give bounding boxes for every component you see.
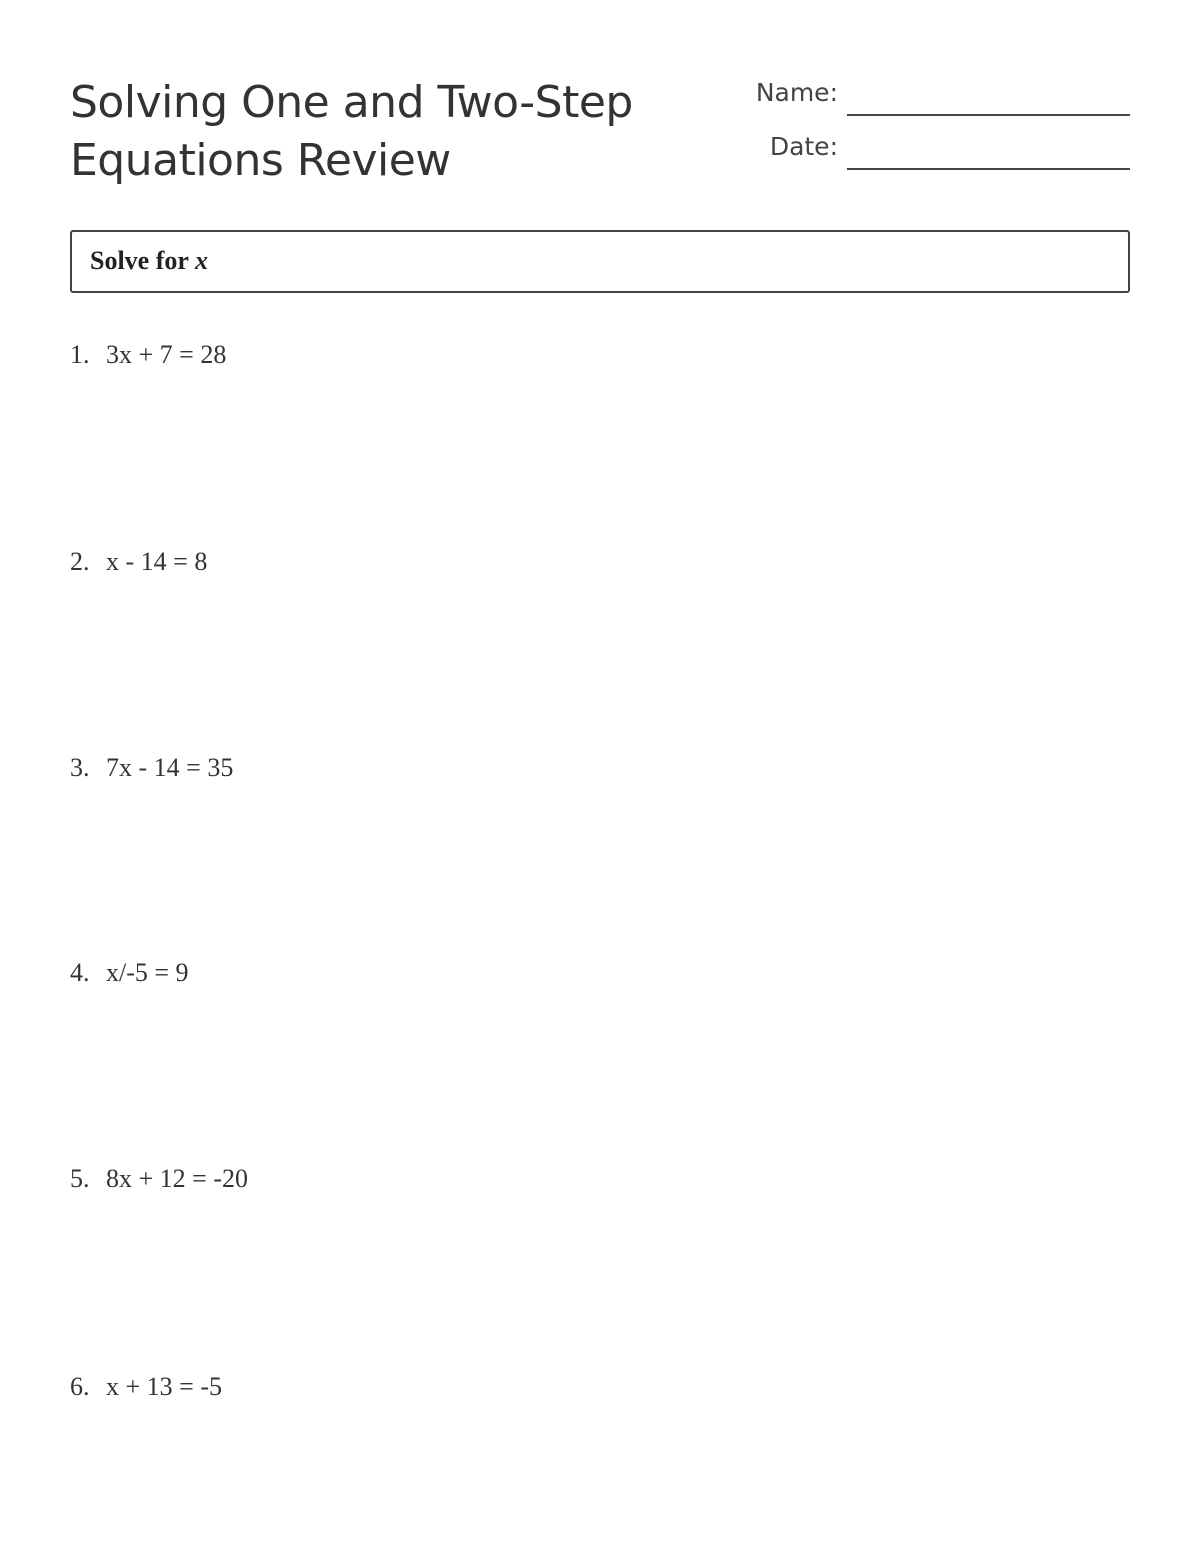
instruction-variable: x: [194, 246, 208, 275]
problem-number: 1.: [70, 340, 90, 369]
name-label: Name:: [755, 78, 838, 107]
problem-equation: 8x + 12 = -20: [106, 1164, 248, 1193]
problem-equation: x/-5 = 9: [106, 958, 189, 987]
problem-item: [70, 752, 233, 784]
problem-item: [70, 546, 207, 578]
date-blank-line[interactable]: [847, 168, 1130, 170]
problem-equation: 7x - 14 = 35: [106, 753, 234, 782]
name-field[interactable]: [740, 76, 1130, 116]
title-line-1: Solving One and Two-Step: [70, 77, 633, 128]
instruction-box: [70, 230, 1130, 293]
problem-number: 5.: [70, 1164, 90, 1193]
problem-item: [70, 1163, 248, 1195]
problem-equation: 3x + 7 = 28: [106, 340, 227, 369]
problem-number: 6.: [70, 1372, 90, 1401]
name-blank-line[interactable]: [847, 114, 1130, 116]
problem-item: [70, 339, 226, 371]
date-label: Date:: [769, 132, 838, 161]
problem-equation: x + 13 = -5: [106, 1372, 222, 1401]
problem-item: [70, 1371, 222, 1403]
problem-number: 2.: [70, 547, 90, 576]
problem-item: [70, 957, 189, 989]
title-line-2: Equations Review: [70, 135, 451, 186]
problem-equation: x - 14 = 8: [106, 547, 208, 576]
page-title: [70, 74, 710, 190]
instruction-text: [90, 245, 208, 277]
problem-number: 3.: [70, 753, 90, 782]
problem-number: 4.: [70, 958, 90, 987]
date-field[interactable]: [740, 130, 1130, 170]
instruction-prefix: Solve for: [90, 246, 189, 275]
